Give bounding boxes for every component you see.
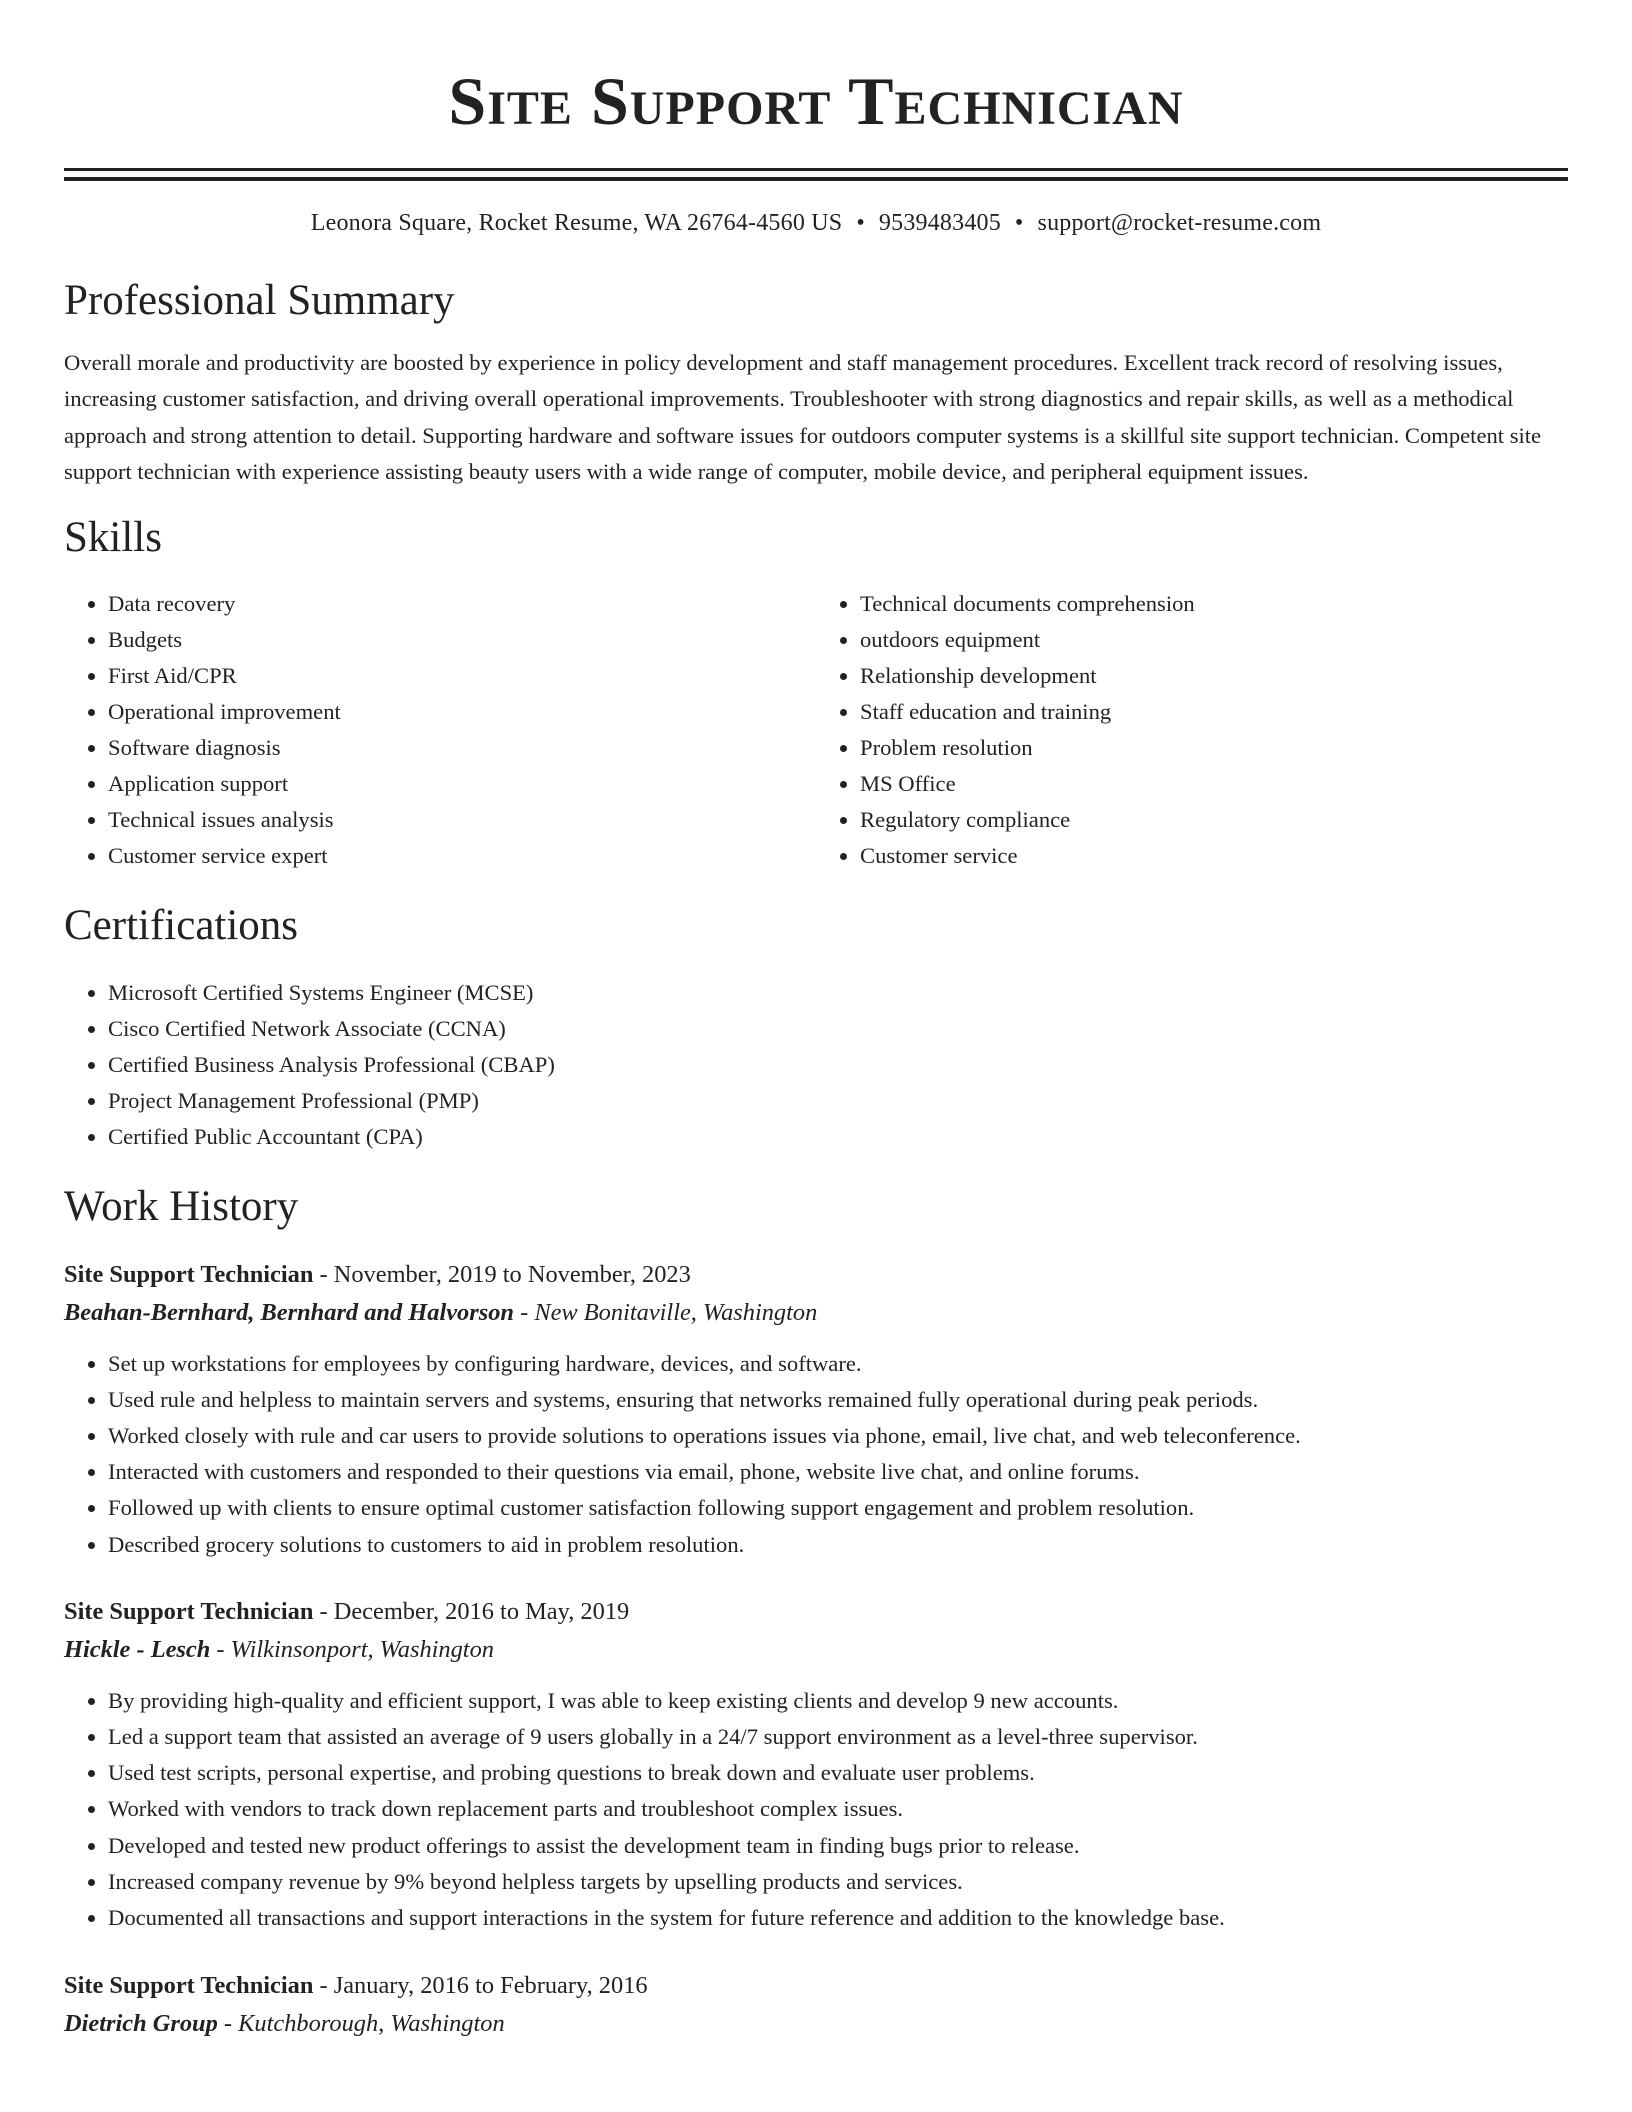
job-title: Site Support Technician <box>64 1597 314 1625</box>
contact-phone: 9539483405 <box>878 210 1001 236</box>
resume-page <box>64 0 1568 2043</box>
job-bullets <box>64 1683 1568 1936</box>
job-title: Site Support Technician <box>64 1260 314 1288</box>
job-bullets <box>64 1346 1568 1563</box>
skill-item: • Regulatory compliance <box>860 802 1568 838</box>
skill-item: • Software diagnosis <box>108 730 816 766</box>
job-title: Site Support Technician <box>64 1972 314 2000</box>
skill-item: • Relationship development <box>860 658 1568 694</box>
skill-item: • Operational improvement <box>108 694 816 730</box>
job-bullet: • Described grocery solutions to customers to aid in problem resolution. <box>108 1527 1568 1563</box>
job-location: New Bonitaville, Washington <box>534 1298 818 1326</box>
skill-item: • Staff education and training <box>860 694 1568 730</box>
certifications-list <box>64 975 1568 1155</box>
skill-item: • Customer service <box>860 838 1568 874</box>
certification-item: • Certified Public Accountant (CPA) <box>108 1119 1568 1155</box>
job-company-line <box>64 1631 1568 1669</box>
skills-columns <box>64 586 1568 874</box>
job-title-separator: - <box>313 1972 334 2000</box>
skills-heading: Skills <box>64 513 162 561</box>
job-bullet: • By providing high-quality and efficient support, I was able to keep existing clients and develop 9 new accounts. <box>108 1683 1568 1719</box>
job-bullet: • Increased company revenue by 9% beyond helpless targets by upselling products and services. <box>108 1864 1568 1900</box>
job-company: Hickle - Lesch <box>64 1635 211 1663</box>
job-bullet: • Followed up with clients to ensure optimal customer satisfaction following support engagement and problem resolution. <box>108 1490 1568 1526</box>
contact-address: Leonora Square, Rocket Resume, WA 26764-4560 US <box>310 210 843 236</box>
job-bullet: • Worked with vendors to track down replacement parts and troubleshoot complex issues. <box>108 1791 1568 1827</box>
job-title-line <box>64 1256 1568 1294</box>
work-history-list <box>64 1256 1568 2044</box>
skill-item: • Technical issues analysis <box>108 802 816 838</box>
job-company-line <box>64 1294 1568 1332</box>
skills-list-left <box>64 586 816 874</box>
header-divider-bottom <box>64 177 1568 181</box>
job-entry <box>64 1256 1568 1563</box>
work-history-heading: Work History <box>64 1182 299 1230</box>
contact-separator: • <box>856 210 865 236</box>
skill-item: • Customer service expert <box>108 838 816 874</box>
job-title-separator: - <box>313 1597 334 1625</box>
skill-item: • outdoors equipment <box>860 622 1568 658</box>
contact-separator: • <box>1014 210 1024 236</box>
job-location: Wilkinsonport, Washington <box>230 1635 494 1663</box>
job-company-separator: - <box>514 1298 535 1326</box>
job-title-line <box>64 1967 1568 2005</box>
job-company: Beahan-Bernhard, Bernhard and Halvorson <box>64 1298 514 1326</box>
job-title-line <box>64 1593 1568 1631</box>
summary-text: Overall morale and productivity are boosted by experience in policy development and staff management procedures. Excellent track record of resolving issues, increasing customer satisfaction, and driving overall operational improvements. Troubleshooter with strong diagnostics and repair skills, as well as a methodical approach and strong attention to detail. Supporting hardware and software issues for outdoors computer systems is a skillful site support technician. Competent site support technician with experience assisting beauty users with a wide range of computer, mobile device, and peripheral equipment issues. <box>64 350 1542 485</box>
skill-item: • Application support <box>108 766 816 802</box>
job-entry <box>64 1593 1568 1936</box>
skill-item: • Data recovery <box>108 586 816 622</box>
skills-list-right <box>816 586 1568 874</box>
skill-item: • First Aid/CPR <box>108 658 816 694</box>
job-title-separator: - <box>313 1260 334 1288</box>
contact-email: support@rocket-resume.com <box>1037 210 1322 236</box>
skill-item: • Problem resolution <box>860 730 1568 766</box>
job-dates: November, 2019 to November, 2023 <box>333 1260 691 1288</box>
contact-line <box>64 208 1568 238</box>
certification-item: • Microsoft Certified Systems Engineer (MCSE) <box>108 975 1568 1011</box>
job-bullet: • Used rule and helpless to maintain servers and systems, ensuring that networks remained fully operational during peak periods. <box>108 1382 1568 1418</box>
job-company-separator: - <box>210 1635 231 1663</box>
job-dates: December, 2016 to May, 2019 <box>333 1597 630 1625</box>
job-bullet: • Developed and tested new product offerings to assist the development team in finding bugs prior to release. <box>108 1828 1568 1864</box>
job-bullet: • Used test scripts, personal expertise, and probing questions to break down and evaluate user problems. <box>108 1755 1568 1791</box>
job-entry <box>64 1967 1568 2043</box>
job-company: Dietrich Group <box>64 2010 218 2038</box>
skill-item: • MS Office <box>860 766 1568 802</box>
certification-item: • Certified Business Analysis Professional (CBAP) <box>108 1047 1568 1083</box>
resume-title: Site Support Technician <box>448 63 1184 139</box>
job-company-line <box>64 2005 1568 2043</box>
summary-heading: Professional Summary <box>64 277 455 324</box>
skill-item: • Budgets <box>108 622 816 658</box>
job-bullet: • Interacted with customers and responded to their questions via email, phone, website live chat, and online forums. <box>108 1454 1568 1490</box>
skill-item: • Technical documents comprehension <box>860 586 1568 622</box>
job-location: Kutchborough, Washington <box>238 2010 505 2038</box>
job-bullet: • Documented all transactions and support interactions in the system for future reference and addition to the knowledge base. <box>108 1900 1568 1936</box>
header-divider-top <box>64 168 1568 171</box>
job-bullet: • Worked closely with rule and car users to provide solutions to operations issues via phone, email, live chat, and web teleconference. <box>108 1418 1568 1454</box>
certification-item: • Cisco Certified Network Associate (CCNA) <box>108 1011 1568 1047</box>
job-dates: January, 2016 to February, 2016 <box>333 1972 648 2000</box>
certification-item: • Project Management Professional (PMP) <box>108 1083 1568 1119</box>
job-company-separator: - <box>217 2010 239 2038</box>
job-bullet: • Set up workstations for employees by configuring hardware, devices, and software. <box>108 1346 1568 1382</box>
certifications-heading: Certifications <box>64 901 299 949</box>
job-bullet: • Led a support team that assisted an average of 9 users globally in a 24/7 support environment as a level-three supervisor. <box>108 1719 1568 1755</box>
